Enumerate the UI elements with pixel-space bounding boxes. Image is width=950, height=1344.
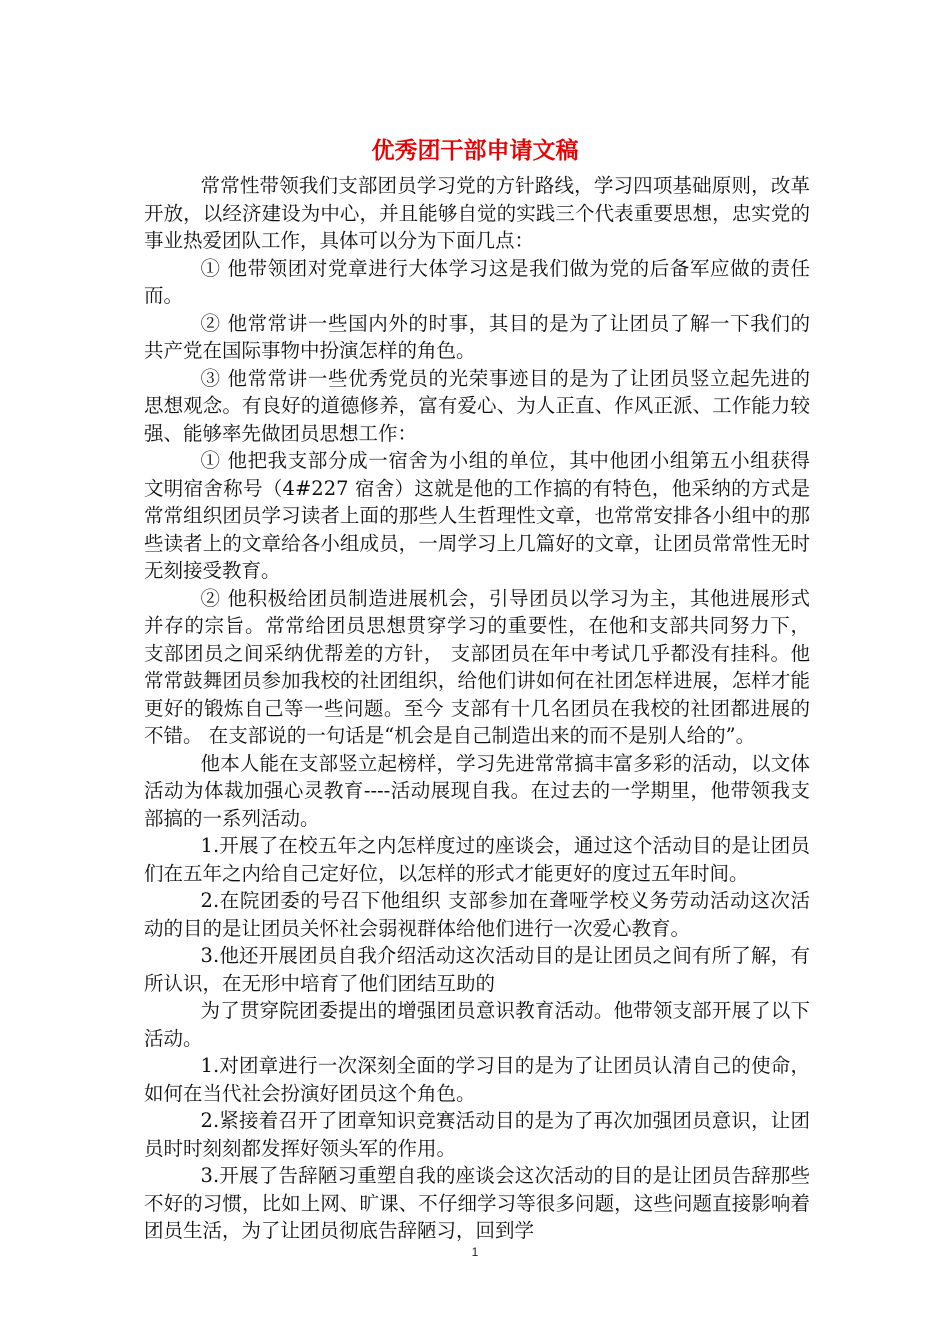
paragraph: ② 他积极给团员制造进展机会，引导团员以学习为主，其他进展形式并存的宗旨。常常给团员思想贯穿学习的重要性，在他和支部共同努力下， 支部团员之间采纳优帮差的方针， 支部团员在年中考试几乎都没有挂科。他常常鼓舞团员参加我校的社团组织，给他们讲如何在社团怎样进展，怎样才能更好的锻炼自己等一些问题。至今 支部有十几名团员在我校的社团都进展的不错。 在支部说的一句话是“机会是自己制造出来的而不是别人给的”。 bbox=[144, 586, 810, 747]
paragraph: 常常性带领我们支部团员学习党的方针路线，学习四项基础原则，改革开放，以经济建设为中心，并且能够自觉的实践三个代表重要思想，忠实党的事业热爱团队工作，具体可以分为下面几点： bbox=[144, 174, 810, 252]
paragraph: 1.对团章进行一次深刻全面的学习目的是为了让团员认清自己的使命，如何在当代社会扮演好团员这个角色。 bbox=[144, 1054, 810, 1105]
paragraph: 1.开展了在校五年之内怎样度过的座谈会，通过这个活动目的是让团员们在五年之内给自己定好位，以怎样的形式才能更好的度过五年时间。 bbox=[144, 834, 810, 885]
paragraph: 3.他还开展团员自我介绍活动这次活动目的是让团员之间有所了解，有所认识，在无形中培育了他们团结互助的 bbox=[144, 944, 810, 995]
paragraph: ① 他带领团对党章进行大体学习这是我们做为党的后备军应做的责任而。 bbox=[144, 256, 810, 307]
paragraph: ③ 他常常讲一些优秀党员的光荣事迹目的是为了让团员竖立起先进的思想观念。有良好的道德修养，富有爱心、为人正直、作风正派、工作能力较强、能够率先做团员思想工作： bbox=[144, 366, 810, 445]
page-number: 1 bbox=[471, 1245, 479, 1259]
document-title: 优秀团干部申请文稿 bbox=[371, 138, 579, 164]
paragraph: 2.紧接着召开了团章知识竞赛活动目的是为了再次加强团员意识，让团员时时刻刻都发挥好领头军的作用。 bbox=[144, 1109, 810, 1160]
document-body bbox=[144, 172, 810, 1245]
paragraph: ① 他把我支部分成一宿舍为小组的单位，其中他团小组第五小组获得文明宿舍称号（4#227 宿舍）这就是他的工作搞的有特色，他采纳的方式是常常组织团员学习读者上面的那些人生哲理性文章，也常常安排各小组中的那些读者上的文章给各小组成员，一周学习上几篇好的文章，让团员常常性无时无刻接受教育。 bbox=[144, 449, 810, 582]
paragraph: 为了贯穿院团委提出的增强团员意识教育活动。他带领支部开展了以下活动。 bbox=[144, 999, 810, 1050]
paragraph: 2.在院团委的号召下他组织 支部参加在聋哑学校义务劳动活动这次活动的目的是让团员关怀社会弱视群体给他们进行一次爱心教育。 bbox=[144, 889, 810, 940]
paragraph: 3.开展了告辞陋习重塑自我的座谈会这次活动的目的是让团员告辞那些不好的习惯，比如上网、旷课、不仔细学习等很多问题，这些问题直接影响着团员生活，为了让团员彻底告辞陋习，回到学 bbox=[144, 1164, 810, 1242]
paragraph: 他本人能在支部竖立起榜样，学习先进常常搞丰富多彩的活动，以文体活动为体裁加强心灵教育----活动展现自我。在过去的一学期里，他带领我支部搞的一系列活动。 bbox=[144, 751, 810, 830]
paragraph: ② 他常常讲一些国内外的时事，其目的是为了让团员了解一下我们的共产党在国际事物中扮演怎样的角色。 bbox=[144, 311, 810, 362]
